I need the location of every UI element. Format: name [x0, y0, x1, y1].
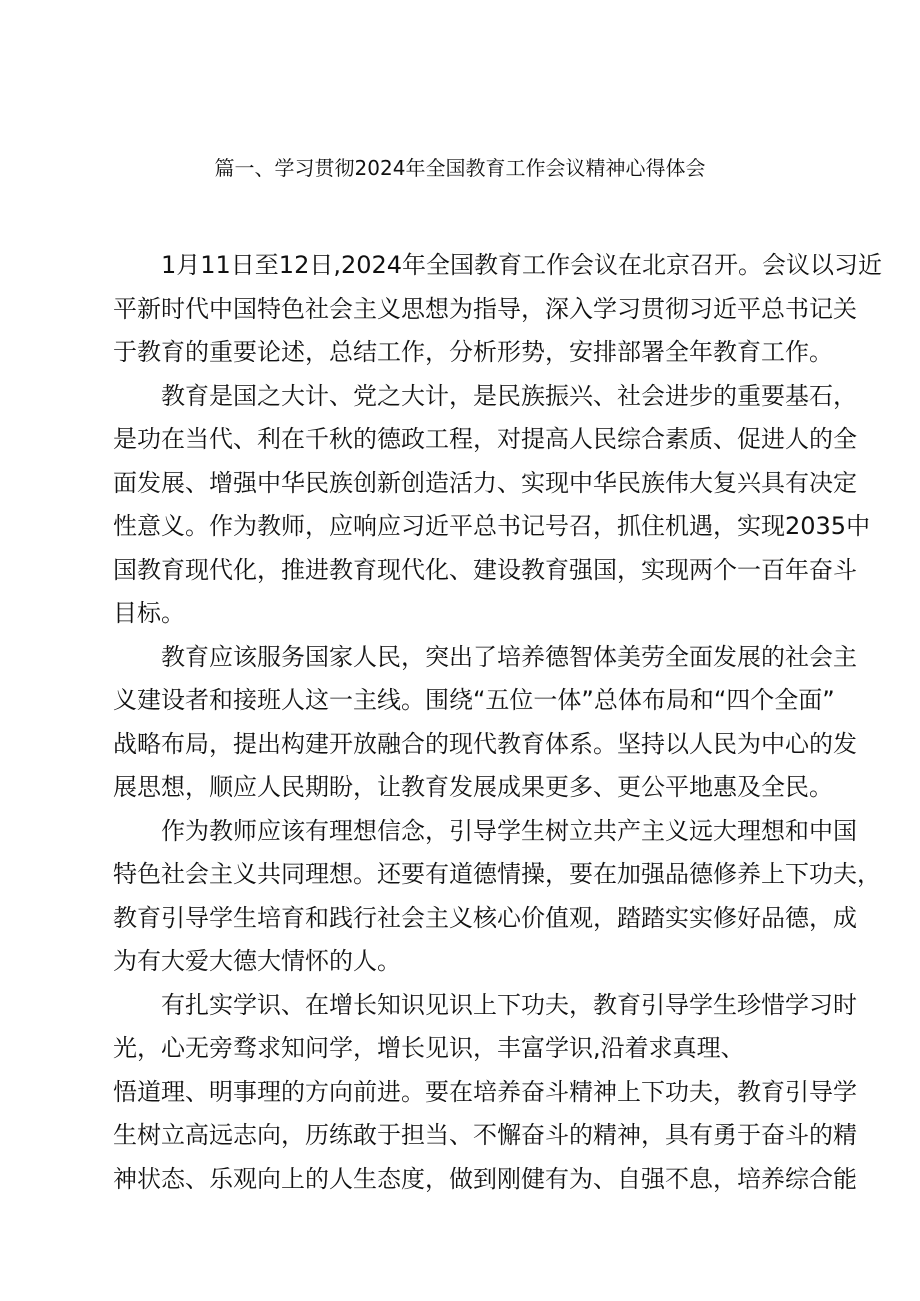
text-line: 教育应该服务国家人民，突出了培养德智体美劳全面发展的社会主	[161, 642, 857, 671]
text-line: 有扎实学识、在增长知识见识上下功夫，教育引导学生珍惜学习时	[161, 990, 857, 1019]
paragraph-5	[113, 984, 857, 1202]
text-line: 面发展、增强中华民族创新创造活力、实现中华民族伟大复兴具有决定	[113, 468, 857, 497]
paragraph-1	[113, 244, 883, 375]
text-line: 1月11日至12日,2024年全国教育工作会议在北京召开。会议以习近	[161, 251, 883, 279]
text-line: 国教育现代化，推进教育现代化、建设教育强国，实现两个一百年奋斗	[113, 555, 857, 584]
text-line: 目标。	[113, 599, 185, 627]
text-line: 为有大爱大德大情怀的人。	[113, 947, 401, 975]
text-line: 悟道理、明事理的方向前进。要在培养奋斗精神上下功夫，教育引导学	[113, 1077, 857, 1106]
document-title: 篇一、学习贯彻2024年全国教育工作会议精神心得体会	[214, 156, 706, 180]
paragraph-2	[113, 375, 871, 636]
text-line: 神状态、乐观向上的人生态度，做到刚健有为、自强不息，培养综合能	[113, 1164, 857, 1193]
text-line: 教育引导学生培育和践行社会主义核心价值观，踏踏实实修好品德，成	[113, 903, 857, 932]
text-line: 展思想，顺应人民期盼，让教育发展成果更多、更公平地惠及全民。	[113, 773, 833, 801]
text-line: 平新时代中国特色社会主义思想为指导，深入学习贯彻习近平总书记关	[113, 294, 857, 323]
text-line: 义建设者和接班人这一主线。围绕“五位一体”总体布局和“四个全面”	[113, 686, 835, 714]
text-line: 性意义。作为教师，应响应习近平总书记号召，抓住机遇，实现2035中	[113, 512, 871, 540]
text-line: 战略布局，提出构建开放融合的现代教育体系。坚持以人民为中心的发	[113, 729, 857, 758]
text-line: 生树立高远志向，历练敢于担当、不懈奋斗的精神，具有勇于奋斗的精	[113, 1121, 857, 1149]
paragraph-3	[113, 636, 857, 810]
text-line: 作为教师应该有理想信念，引导学生树立共产主义远大理想和中国	[161, 816, 857, 845]
text-line: 是功在当代、利在千秋的德政工程，对提高人民综合素质、促进人的全	[113, 425, 857, 453]
document-body	[113, 244, 883, 1201]
text-line: 光，心无旁骛求知问学，增长见识，丰富学识,沿着求真理、	[113, 1034, 745, 1062]
paragraph-4	[113, 810, 881, 984]
text-line: 特色社会主义共同理想。还要有道德情操，要在加强品德修养上下功夫，	[113, 860, 881, 888]
text-line: 教育是国之大计、党之大计，是民族振兴、社会进步的重要基石，	[161, 381, 857, 410]
text-line: 于教育的重要论述，总结工作，分析形势，安排部署全年教育工作。	[113, 338, 833, 366]
